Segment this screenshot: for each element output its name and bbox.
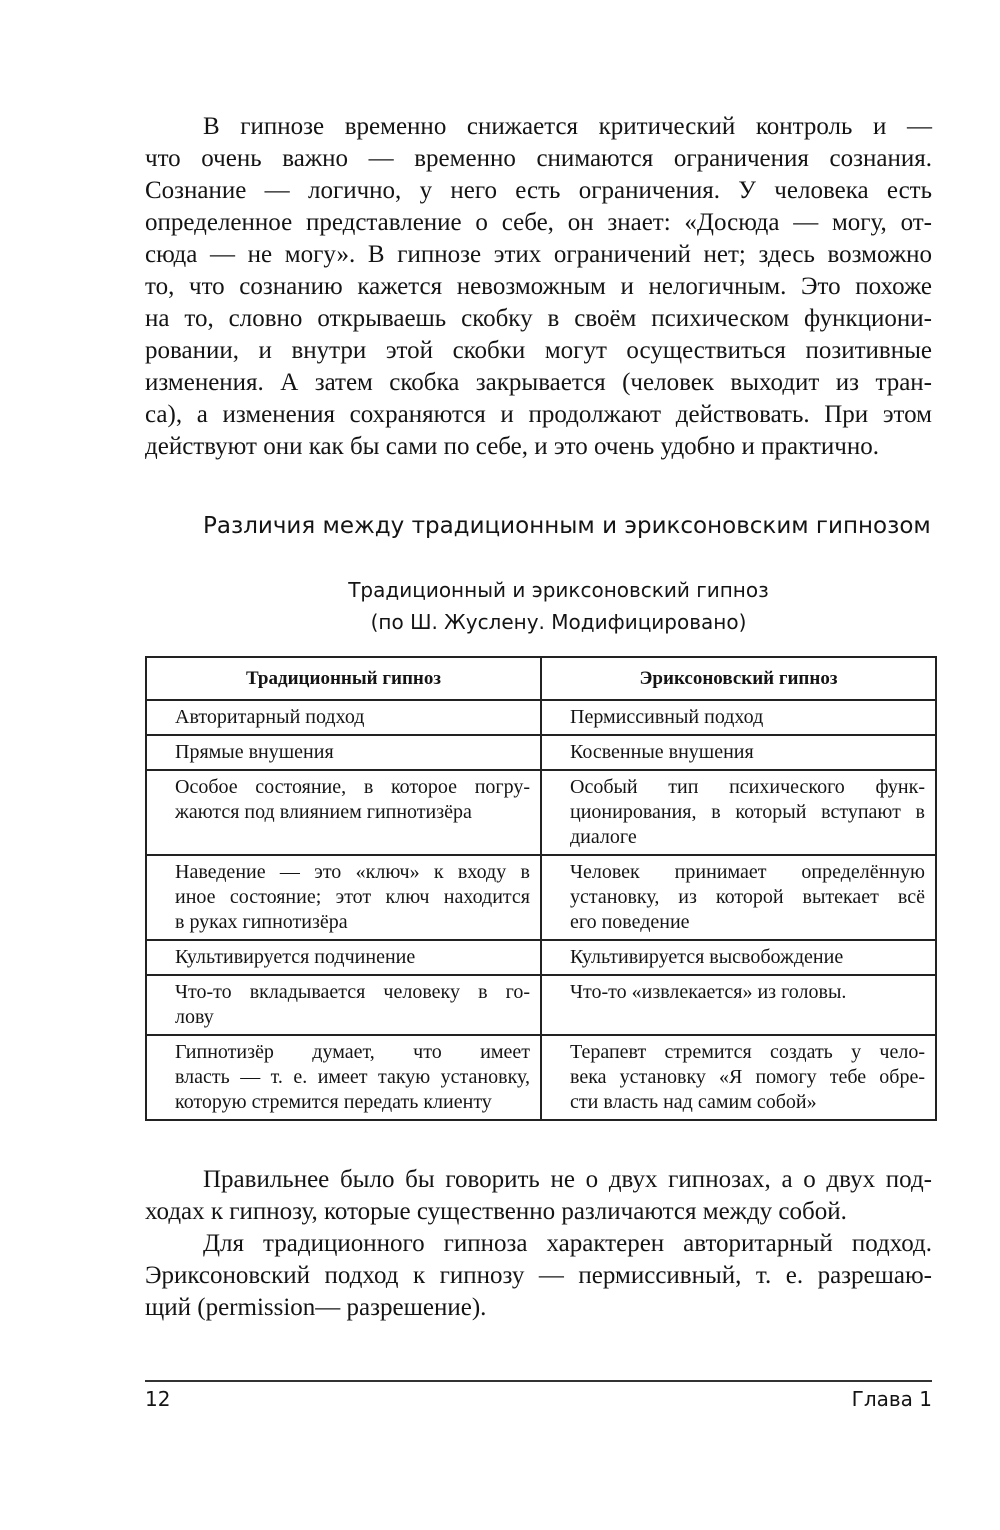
cell-traditional — [146, 855, 541, 940]
page-number: 12 — [145, 1387, 171, 1411]
table-caption-line-1: Традиционный и эриксоновский гипноз — [348, 578, 769, 602]
text-line: са), а изменения сохраняются и продолжают действовать. При этом — [145, 401, 932, 428]
cell-ericksonian — [541, 940, 936, 975]
cell-text-line: сти власть над самим собой» — [570, 1091, 817, 1113]
cell-traditional — [146, 1035, 541, 1120]
cell-text-line: которую стремится передать клиенту — [175, 1091, 492, 1113]
cell-text-line: Человек принимает определённую — [570, 861, 925, 883]
cell-ericksonian — [541, 855, 936, 940]
cell-text-line: установку, из которой вытекает всё — [570, 886, 925, 908]
footer-rule — [145, 1380, 932, 1382]
cell-text-line: века установку «Я помогу тебе обре- — [570, 1066, 925, 1088]
cell-traditional — [146, 940, 541, 975]
cell-text-line: Особое состояние, в которое погру- — [175, 776, 530, 798]
header-ericksonian: Эриксоновский гипноз — [541, 657, 936, 700]
cell-text-line: Прямые внушения — [175, 741, 334, 763]
text-line: то, что сознанию кажется невозможным и нелогичным. Это похоже — [145, 273, 932, 300]
cell-text-line: ционирования, в который вступают в — [570, 801, 925, 823]
cell-traditional — [146, 975, 541, 1035]
table-header-row — [146, 657, 936, 700]
cell-text-line: жаются под влиянием гипнотизёра — [175, 801, 472, 823]
text-line: Сознание — логично, у него есть ограничения. У человека есть — [145, 177, 932, 204]
table-caption — [145, 574, 932, 638]
cell-traditional — [146, 735, 541, 770]
comparison-table — [145, 656, 937, 1121]
text-line: ровании, и внутри этой скобки могут осуществиться позитивные — [145, 337, 932, 364]
cell-text-line: лову — [175, 1006, 214, 1028]
text-line: В гипнозе временно снижается критический контроль и — — [203, 113, 932, 140]
cell-text-line: Культивируется подчинение — [175, 946, 416, 968]
table-row — [146, 700, 936, 735]
cell-text-line: его поведение — [570, 911, 690, 933]
cell-text-line: Терапевт стремится создать у чело- — [570, 1041, 925, 1063]
table-row — [146, 1035, 936, 1120]
paragraph-2 — [145, 1164, 932, 1228]
running-footer-chapter: Глава 1 — [851, 1387, 932, 1411]
cell-ericksonian — [541, 700, 936, 735]
table-body — [146, 700, 936, 1120]
cell-traditional — [146, 770, 541, 855]
cell-text-line: Пермиссивный подход — [570, 706, 764, 728]
cell-text-line: диалоге — [570, 826, 637, 848]
text-line: Эриксоновский подход к гипнозу — пермиссивный, т. е. разрешаю- — [145, 1262, 932, 1289]
paragraph-3 — [145, 1228, 932, 1324]
text-line: сюда — не могу». В гипнозе этих ограничений нет; здесь возможно — [145, 241, 932, 268]
header-traditional: Традиционный гипноз — [146, 657, 541, 700]
text-line: определенное представление о себе, он знает: «Досюда — могу, от- — [145, 209, 932, 236]
cell-text-line: Особый тип психического функ- — [570, 776, 925, 798]
table-row — [146, 735, 936, 770]
cell-text-line: власть — т. е. имеет такую установку, — [175, 1066, 530, 1088]
text-line: на то, словно открываешь скобку в своём психическом функциони- — [145, 305, 932, 332]
text-line: что очень важно — временно снимаются ограничения сознания. — [145, 145, 932, 172]
cell-text-line: иное состояние; этот ключ находится — [175, 886, 530, 908]
cell-text-line: Культивируется высвобождение — [570, 946, 844, 968]
cell-text-line: Косвенные внушения — [570, 741, 754, 763]
cell-text-line: Что-то вкладывается человеку в го- — [175, 981, 530, 1003]
table-caption-line-2: (по Ш. Жуслену. Модифицировано) — [370, 610, 747, 634]
text-line: щий (permission— разрешение). — [145, 1294, 487, 1321]
cell-text-line: Авторитарный подход — [175, 706, 365, 728]
cell-ericksonian — [541, 770, 936, 855]
text-line: действуют они как бы сами по себе, и это очень удобно и практично. — [145, 433, 879, 460]
cell-ericksonian — [541, 1035, 936, 1120]
cell-ericksonian — [541, 975, 936, 1035]
cell-traditional — [146, 700, 541, 735]
text-line: Правильнее было бы говорить не о двух гипнозах, а о двух под- — [203, 1166, 932, 1193]
paragraph-1 — [145, 111, 932, 463]
cell-text-line: Гипнотизёр думает, что имеет — [175, 1041, 530, 1063]
section-heading: Различия между традиционным и эриксоновским гипнозом — [203, 513, 931, 539]
text-line: ходах к гипнозу, которые существенно различаются между собой. — [145, 1198, 847, 1225]
table-row — [146, 940, 936, 975]
text-line: Для традиционного гипноза характерен авторитарный подход. — [203, 1230, 932, 1257]
cell-text-line: Наведение — это «ключ» к входу в — [175, 861, 530, 883]
table-row — [146, 855, 936, 940]
table-row — [146, 770, 936, 855]
cell-text-line: в руках гипнотизёра — [175, 911, 348, 933]
text-line: изменения. А затем скобка закрывается (человек выходит из тран- — [145, 369, 932, 396]
cell-text-line: Что-то «извлекается» из головы. — [570, 981, 847, 1003]
table-row — [146, 975, 936, 1035]
cell-ericksonian — [541, 735, 936, 770]
